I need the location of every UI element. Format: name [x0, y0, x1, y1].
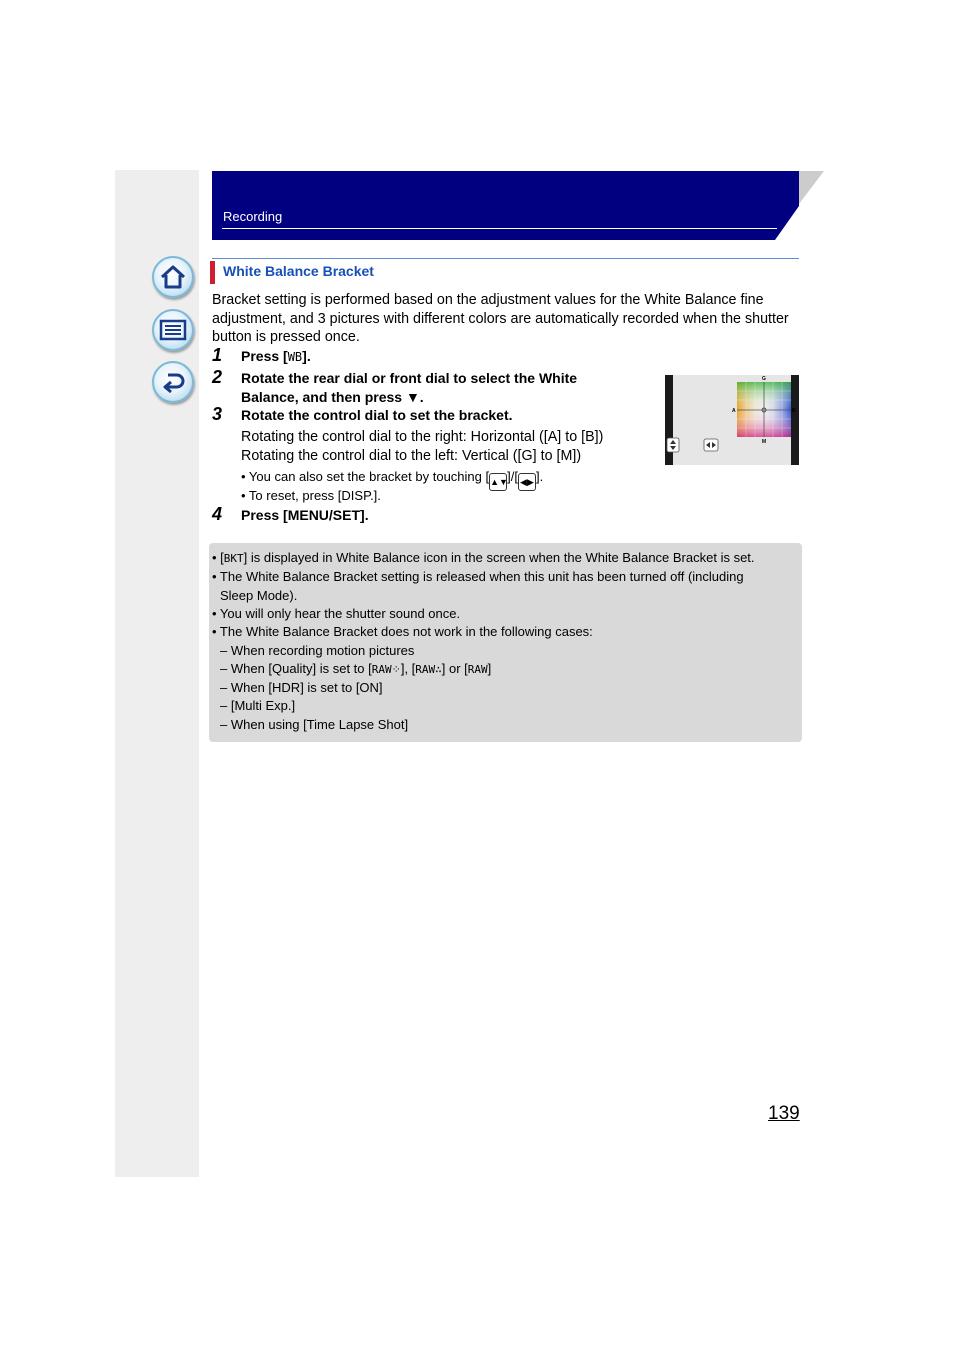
step-4-text: Press [MENU/SET].: [241, 507, 369, 523]
note-release-line2: Sleep Mode).: [220, 588, 298, 603]
case-motion: – When recording motion pictures: [220, 643, 415, 658]
raw-icon: RAW: [467, 663, 488, 676]
menu-button[interactable]: [152, 309, 194, 351]
wb-bracket-screen: [665, 375, 799, 465]
step-3-detail-horizontal: Rotating the control dial to the right: Horizontal ([A] to [B]): [241, 429, 604, 445]
note-bkt: • [BKT] is displayed in White Balance icon in the screen when the White Balance Bracket is set.: [212, 550, 755, 565]
raw-fine-icon: RAW⁘: [371, 663, 401, 676]
step-2-line2: Balance, and then press ▼.: [241, 389, 424, 405]
chapter-label: Recording: [223, 209, 283, 224]
step-3-detail-vertical: Rotating the control dial to the left: Vertical ([G] to [M]): [241, 448, 582, 464]
step-2-number: 2: [212, 367, 223, 387]
case-time-lapse: – When using [Time Lapse Shot]: [220, 717, 409, 732]
case-multi-exp: – [Multi Exp.]: [220, 698, 296, 713]
note-release-line1: • The White Balance Bracket setting is released when this unit has been turned off (including: [212, 569, 744, 584]
step-3-number: 3: [212, 404, 223, 424]
vertical-arrows-icon: ▲▼: [489, 473, 507, 491]
back-arrow-icon: [159, 370, 187, 394]
step-4-number: 4: [212, 504, 223, 524]
chapter-header: [212, 171, 799, 240]
page-number: 139: [768, 1103, 800, 1124]
section-title: White Balance Bracket: [223, 263, 374, 279]
section-marker: [210, 261, 215, 284]
step-1-number: 1: [212, 345, 223, 365]
section-rule: [212, 258, 799, 259]
wb-g-label: G: [762, 376, 766, 382]
horizontal-arrows-icon: ◀▶: [518, 473, 536, 491]
wb-m-label: M: [762, 439, 767, 445]
menu-list-icon: [159, 319, 187, 341]
back-button[interactable]: [152, 361, 194, 403]
raw-standard-icon: RAW⁠∴: [415, 663, 442, 676]
step-2-line1: Rotate the rear dial or front dial to select the White: [241, 370, 578, 386]
note-shutter: • You will only hear the shutter sound once.: [212, 606, 461, 621]
step-1-text: Press [WB].: [241, 348, 311, 364]
case-hdr: – When [HDR] is set to [ON]: [220, 680, 383, 695]
home-button[interactable]: [152, 256, 194, 298]
home-icon: [159, 264, 187, 290]
wb-b-label: B: [792, 408, 796, 414]
note-cases: • The White Balance Bracket does not work in the following cases:: [212, 624, 593, 639]
step-3-touch-bullet: • You can also set the bracket by touching [▲▼]/[ ◀▶ ].: [241, 468, 543, 491]
case-quality: – When [Quality] is set to [RAW⁘], [RAW⁠∴] or [RAW]: [220, 661, 492, 676]
wb-bracket-illustration: [665, 375, 799, 465]
bkt-icon: BKT: [223, 552, 244, 565]
wb-a-label: A: [732, 408, 736, 414]
header-corner: [775, 171, 825, 241]
step-3-reset-bullet: • To reset, press [DISP.].: [241, 488, 381, 503]
intro-paragraph: Bracket setting is performed based on the adjustment values for the White Balance fine adjustment, and 3 pictures with different colors are automatically recorded when the shutter button is pressed once.: [212, 292, 789, 346]
wb-icon: WB: [287, 350, 303, 364]
step-3-text: Rotate the control dial to set the bracket.: [241, 407, 513, 423]
header-rule: [222, 228, 777, 229]
